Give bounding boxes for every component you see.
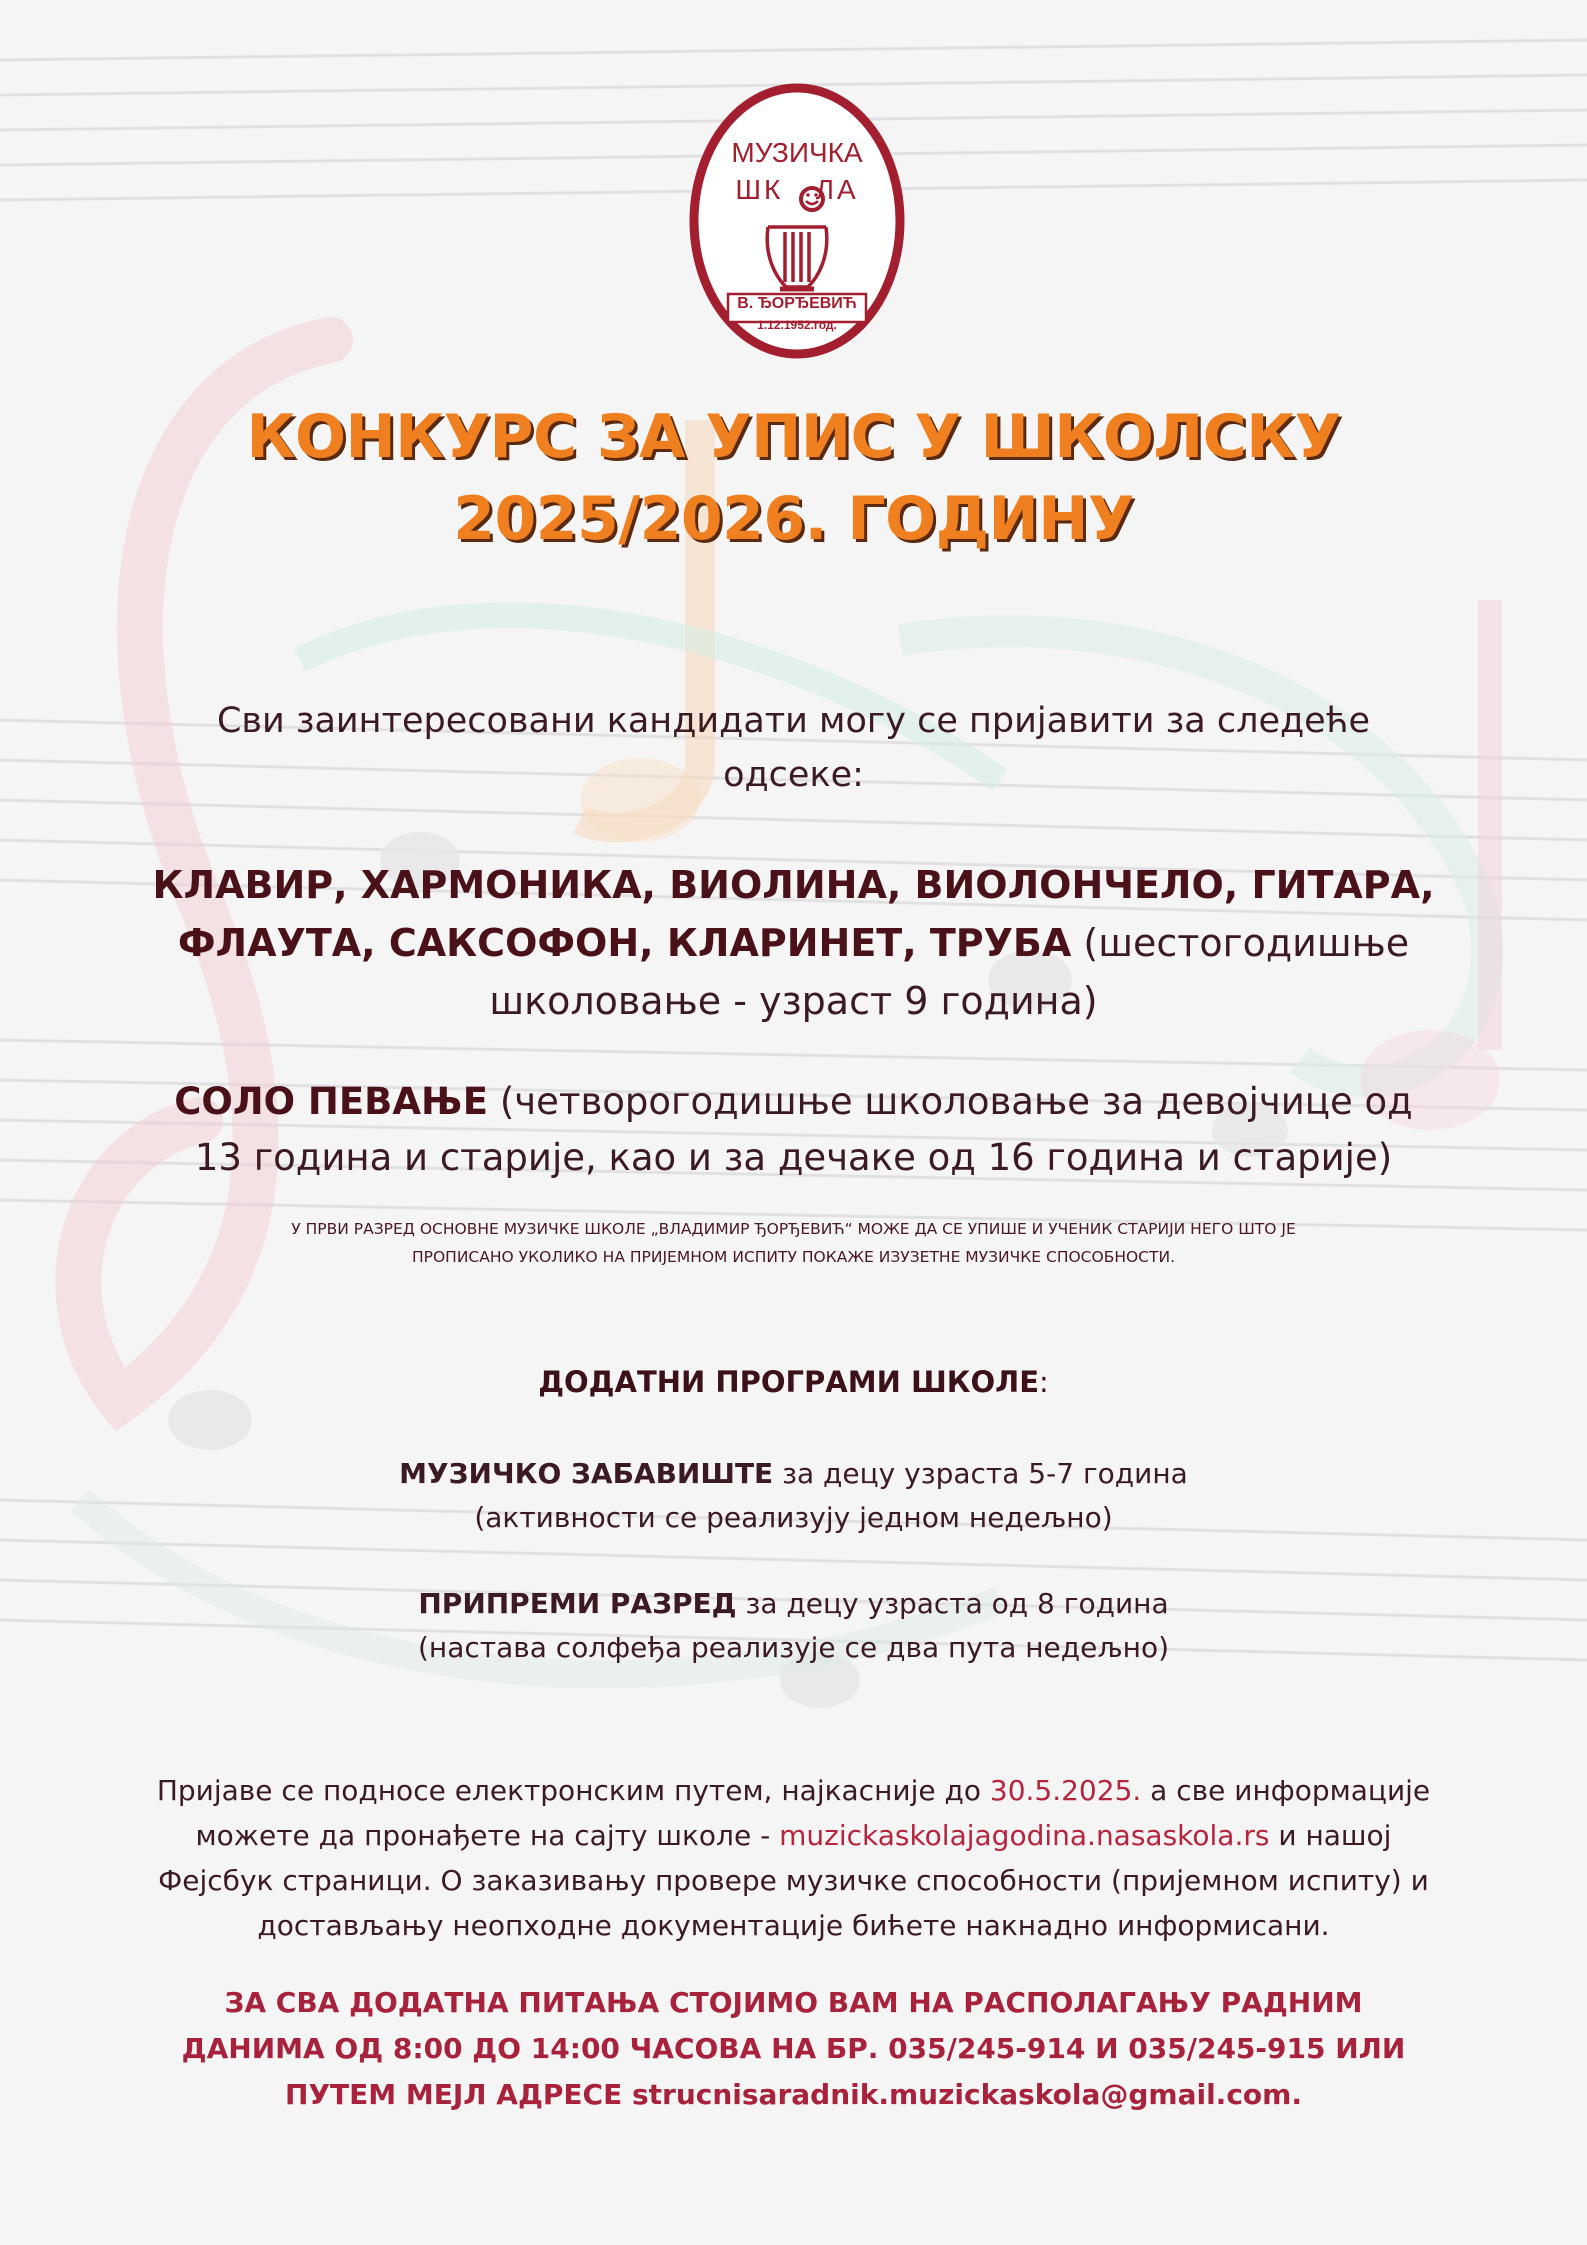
program-2-desc: за децу узраста од 8 година (736, 1587, 1169, 1620)
contact-line-1: ЗА СВА ДОДАТНА ПИТАЊА СТОЈИМО ВАМ НА РАСПОЛАГАЊУ РАДНИМ (224, 1986, 1363, 2019)
instruments-line-1: КЛАВИР, ХАРМОНИКА, ВИОЛИНА, ВИОЛОНЧЕЛО, ГИТАРА, (152, 863, 1435, 907)
page-title (0, 396, 1587, 560)
apply-line-3: Фејсбук страници. О заказивању провере музичке способности (пријемном испиту) и (158, 1864, 1429, 1897)
admission-note (0, 1215, 1587, 1271)
school-logo (688, 82, 906, 360)
logo-line-2: ШК ЛА (735, 174, 859, 205)
program-2-name: ПРИПРЕМИ РАЗРЕД (418, 1587, 737, 1620)
solo-singing-section (0, 1074, 1587, 1186)
contact-line-3a: ПУТЕМ МЕЈЛ АДРЕСЕ (285, 2078, 632, 2111)
solo-line-2: 13 година и старије, као и за дечаке од 16 година и старије) (194, 1136, 1393, 1179)
apply-line-1a: Пријаве се подносе електронским путем, најкасније до (156, 1774, 990, 1807)
program-1-detail: (активности се реализују једном недељно) (474, 1501, 1113, 1534)
program-1-name: МУЗИЧКО ЗАБАВИШТЕ (399, 1457, 774, 1490)
title-line-2: 2025/2026. ГОДИНУ (453, 484, 1134, 554)
title-line-1: КОНКУРС ЗА УПИС У ШКОЛСКУ (246, 402, 1341, 472)
note-line-2: ПРОПИСАНО УКОЛИКО НА ПРИЈЕМНОМ ИСПИТУ ПОКАЖЕ ИЗУЗЕТНЕ МУЗИЧКЕ СПОСОБНОСТИ. (411, 1248, 1175, 1266)
intro-text (0, 694, 1587, 802)
instruments-line-3: школовање - узраст 9 година) (489, 979, 1098, 1023)
additional-programs-title (0, 1365, 1587, 1399)
intro-line-2: одсеке: (723, 755, 864, 795)
note-line-1: У ПРВИ РАЗРЕД ОСНОВНЕ МУЗИЧКЕ ШКОЛЕ „ВЛАДИМИР ЂОРЂЕВИЋ“ МОЖЕ ДА СЕ УПИШЕ И УЧЕНИК СТАРИЈИ НЕГО ШТО ЈЕ (291, 1220, 1296, 1238)
application-info (0, 1768, 1587, 1948)
additional-title-text: ДОДАТНИ ПРОГРАМИ ШКОЛЕ (538, 1365, 1040, 1399)
instruments-section (0, 856, 1587, 1030)
program-2-detail: (настава солфеђа реализује се два пута недељно) (417, 1631, 1169, 1664)
contact-info (0, 1980, 1587, 2118)
apply-line-4: достављању неопходне документације бићете накнадно информисани. (257, 1909, 1330, 1942)
solo-title: СОЛО ПЕВАЊЕ (174, 1080, 489, 1123)
apply-line-1b: а све информације (1141, 1774, 1431, 1807)
additional-title-colon: : (1039, 1365, 1049, 1399)
instruments-line-2-rest: (шестогодишње (1071, 921, 1410, 965)
deadline-date: 30.5.2025. (989, 1774, 1142, 1807)
logo-school-name: В. ЂОРЂЕВИЋ (737, 295, 857, 312)
intro-line-1: Сви заинтересовани кандидати могу се пријавити за следеће (216, 701, 1371, 741)
logo-founded-date: 1.12.1952.год. (757, 318, 837, 332)
solo-desc: (четворогодишње школовање за девојчице од (488, 1080, 1413, 1123)
logo-line-1: МУЗИЧКА (731, 137, 863, 168)
program-music-kindergarten (0, 1452, 1587, 1540)
program-preparatory-class (0, 1582, 1587, 1670)
instruments-line-2-bold: ФЛАУТА, САКСОФОН, КЛАРИНЕТ, ТРУБА (177, 921, 1072, 965)
apply-line-2a: можете да пронађете на сајту школе - (195, 1819, 780, 1852)
website-link[interactable]: muzickaskolajagodina.nasaskola.rs (779, 1819, 1270, 1852)
program-1-desc: за децу узраста 5-7 година (773, 1457, 1188, 1490)
apply-line-2b: и нашој (1269, 1819, 1392, 1852)
contact-line-2: ДАНИМА ОД 8:00 ДО 14:00 ЧАСОВА НА БР. 035/245-914 И 035/245-915 ИЛИ (181, 2032, 1406, 2065)
contact-email[interactable]: strucnisaradnik.muzickaskola@gmail.com. (631, 2078, 1302, 2111)
